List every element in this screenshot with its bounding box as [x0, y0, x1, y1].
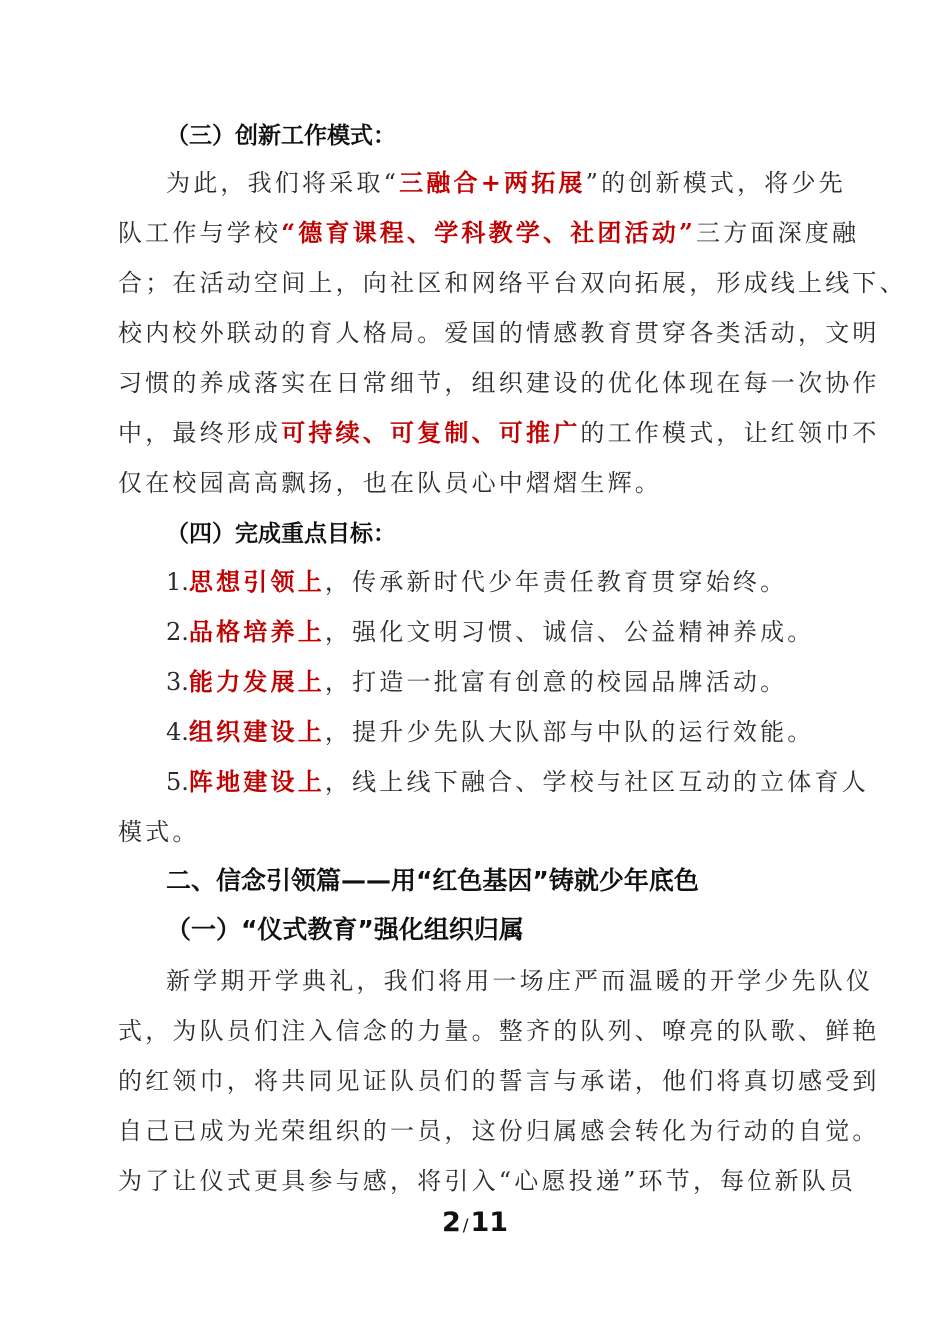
goal-key: 组织建设上 [188, 717, 325, 746]
paragraph-line: 仅在校园高高飘扬，也在队员心中熠熠生辉。 [118, 469, 662, 497]
goal-item [166, 616, 886, 648]
paragraph-line: 自己已成为光荣组织的一员，这份归属感会转化为行动的自觉。 [118, 1117, 880, 1145]
highlight-text: 可持续、可复制、可推广 [281, 418, 581, 447]
subsection-heading: （一）“仪式教育”强化组织归属 [166, 915, 524, 944]
section-heading-innovation: （三）创新工作模式： [166, 123, 396, 149]
goal-text: ，强化文明习惯、诚信、公益精神养成。 [324, 618, 815, 646]
goal-number: 3. [166, 668, 189, 696]
paragraph-line: 合；在活动空间上，向社区和网络平台双向拓展，形成线上线下、 [118, 269, 907, 297]
paragraph-line: 的红领巾，将共同见证队员们的誓言与承诺，他们将真切感受到 [118, 1067, 880, 1095]
goal-key: 能力发展上 [188, 667, 325, 696]
goal-number: 4. [166, 718, 189, 746]
goal-item-continuation: 模式。 [118, 818, 200, 846]
text-run: 队工作与学校 [118, 219, 282, 247]
paragraph-line [118, 217, 860, 249]
highlight-text: 三融合+两拓展 [399, 168, 586, 197]
goal-item [166, 766, 886, 798]
goal-key: 思想引领上 [188, 567, 325, 596]
paragraph-line [166, 167, 886, 199]
goal-key: 阵地建设上 [188, 767, 325, 796]
page-separator: / [462, 1216, 469, 1236]
text-run: 为此，我们将采取 [166, 169, 384, 197]
text-run: 的工作模式，让红领巾不 [580, 419, 880, 447]
goal-number: 1. [166, 568, 189, 596]
goal-item [166, 566, 886, 598]
page-total: 11 [470, 1207, 509, 1238]
goal-text: ，提升少先队大队部与中队的运行效能。 [324, 718, 815, 746]
highlight-text: “德育课程、学科教学、社团活动” [281, 218, 697, 247]
goal-number: 5. [166, 768, 189, 796]
goal-number: 2. [166, 618, 189, 646]
text-run: 中，最终形成 [118, 419, 282, 447]
goal-item [166, 666, 886, 698]
chapter-heading: 二、信念引领篇——用“红色基因”铸就少年底色 [166, 866, 699, 895]
text-run: “ [383, 169, 400, 197]
paragraph-line: 校内校外联动的育人格局。爱国的情感教育贯穿各类活动，文明 [118, 319, 880, 347]
paragraph-line: 式，为队员们注入信念的力量。整齐的队列、嘹亮的队歌、鲜艳 [118, 1017, 880, 1045]
goal-item [166, 716, 886, 748]
paragraph-line: 习惯的养成落实在日常细节，组织建设的优化体现在每一次协作 [118, 369, 880, 397]
goal-text: ，传承新时代少年责任教育贯穿始终。 [324, 568, 788, 596]
paragraph-line [118, 417, 880, 449]
goal-text: ，线上线下融合、学校与社区互动的立体育人 [324, 768, 869, 796]
section-heading-goals: （四）完成重点目标： [166, 521, 396, 547]
text-run: ” [585, 169, 602, 197]
paragraph-line: 新学期开学典礼，我们将用一场庄严而温暖的开学少先队仪 [166, 967, 874, 995]
goal-key: 品格培养上 [188, 617, 325, 646]
paragraph-line: 为了让仪式更具参与感，将引入“心愿投递”环节，每位新队员 [118, 1167, 857, 1195]
text-run: 三方面深度融 [696, 219, 860, 247]
goal-text: ，打造一批富有创意的校园品牌活动。 [324, 668, 788, 696]
page-current: 2 [441, 1207, 461, 1238]
page-number [0, 1207, 950, 1238]
text-run: 的创新模式，将少先 [601, 169, 846, 197]
